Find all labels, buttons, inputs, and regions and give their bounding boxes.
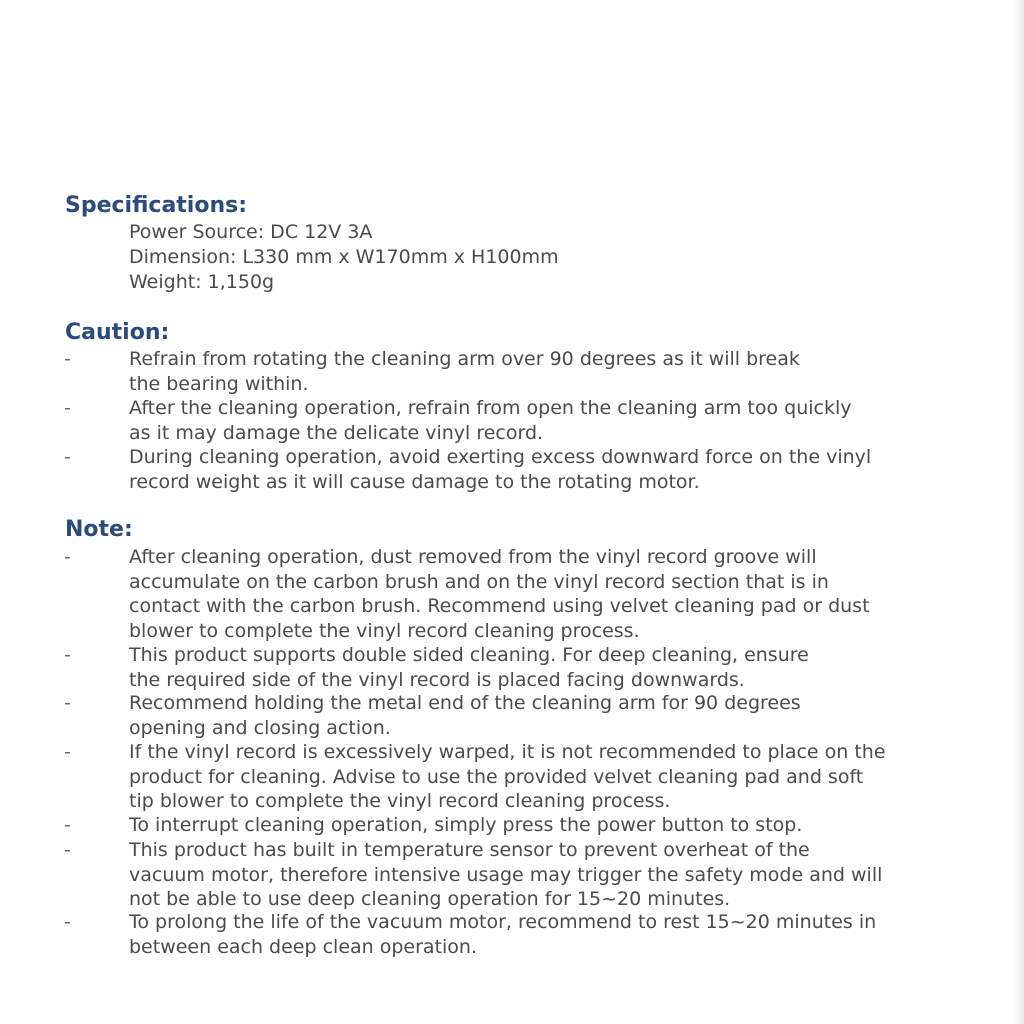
note-item-text: Recommend holding the metal end of the cleaning arm for 90 degrees opening and closing action. bbox=[129, 692, 801, 739]
bullet-dash: - bbox=[64, 814, 71, 836]
bullet-dash: - bbox=[64, 692, 71, 714]
bullet-dash: - bbox=[64, 546, 71, 568]
spec-dimension: Dimension: L330 mm x W170mm x H100mm bbox=[129, 246, 559, 268]
caution-item-text: During cleaning operation, avoid exerting excess downward force on the vinyl record weight as it will cause damage to the rotating motor. bbox=[129, 446, 872, 493]
caution-item-text: Refrain from rotating the cleaning arm over 90 degrees as it will break the bearing within. bbox=[129, 348, 800, 395]
note-item-text: This product supports double sided cleaning. For deep cleaning, ensure the required side of the vinyl record is placed facing downwards. bbox=[129, 644, 809, 691]
page-edge-shadow bbox=[1014, 0, 1024, 1024]
note-item-text: This product has built in temperature sensor to prevent overheat of the vacuum motor, therefore intensive usage may trigger the safety mode and will not be able to use deep cleaning operation for 15~20 minutes. bbox=[129, 839, 883, 910]
caution-item-text: After the cleaning operation, refrain from open the cleaning arm too quickly as it may damage the delicate vinyl record. bbox=[129, 397, 852, 444]
bullet-dash: - bbox=[64, 839, 71, 861]
note-item-text: To interrupt cleaning operation, simply press the power button to stop. bbox=[129, 814, 803, 836]
caution-heading: Caution: bbox=[65, 320, 170, 345]
note-heading: Note: bbox=[65, 517, 133, 542]
note-item-text: To prolong the life of the vacuum motor, recommend to rest 15~20 minutes in between each deep clean operation. bbox=[129, 911, 877, 958]
note-item-text: After cleaning operation, dust removed from the vinyl record groove will accumulate on the carbon brush and on the vinyl record section that is in contact with the carbon brush. Recommend using velvet cleaning pad or dust blower to complete the vinyl record cleaning process. bbox=[129, 546, 870, 642]
specifications-heading: Specifications: bbox=[65, 193, 248, 218]
bullet-dash: - bbox=[64, 348, 71, 370]
spec-weight: Weight: 1,150g bbox=[129, 271, 275, 293]
bullet-dash: - bbox=[64, 911, 71, 933]
bullet-dash: - bbox=[64, 644, 71, 666]
bullet-dash: - bbox=[64, 741, 71, 763]
note-item-text: If the vinyl record is excessively warped, it is not recommended to place on the product for cleaning. Advise to use the provided velvet cleaning pad and soft tip blower to complete the vinyl record cleaning process. bbox=[129, 741, 886, 812]
bullet-dash: - bbox=[64, 446, 71, 468]
spec-power-source: Power Source: DC 12V 3A bbox=[129, 221, 373, 243]
bullet-dash: - bbox=[64, 397, 71, 419]
